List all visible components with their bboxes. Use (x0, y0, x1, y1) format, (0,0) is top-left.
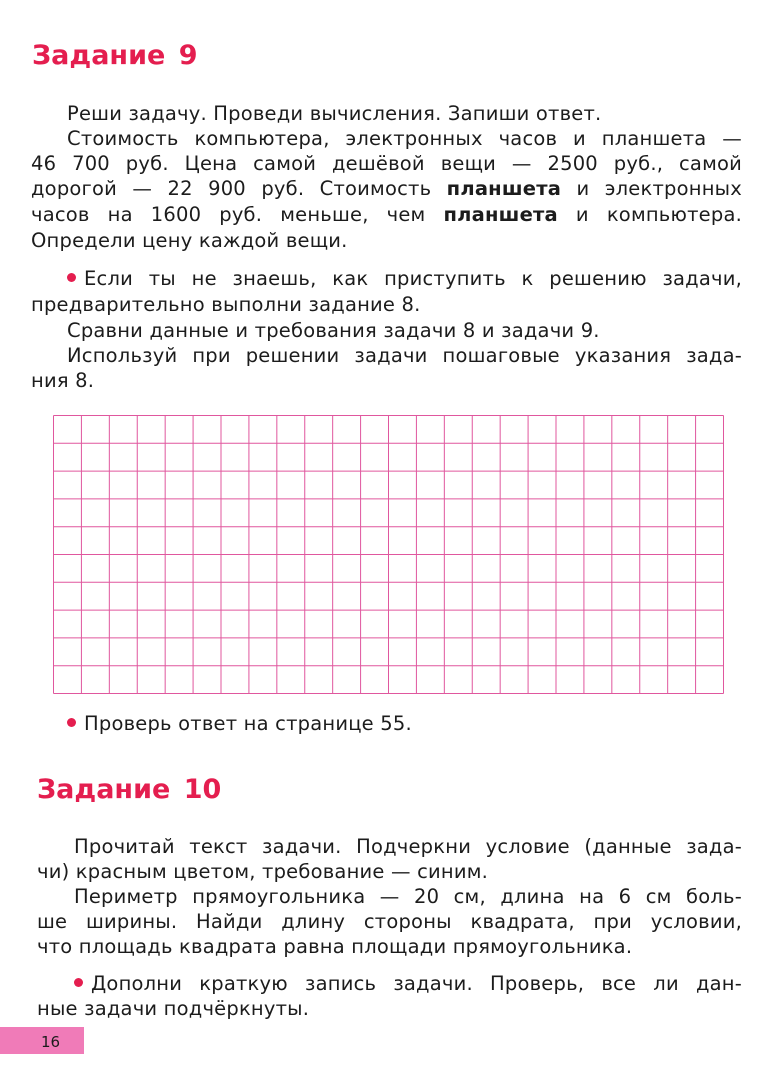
bullet-icon (74, 978, 83, 987)
task9-hint-line4: Используй при решении задачи пошаговые указания зада- (67, 344, 742, 367)
task10-hint-line1: Дополни краткую запись задачи. Проверь, все ли дан- (74, 971, 742, 997)
bold-word-tablet-2: планшета (443, 203, 558, 226)
task9-hint-line1: Если ты не знаешь, как приступить к решению задачи, (67, 266, 742, 292)
answer-grid[interactable] (53, 415, 724, 694)
task9-line6: Определи цену каждой вещи. (31, 229, 348, 252)
task9-line5: часов на 1600 руб. меньше, чем планшета и компьютера. (31, 203, 742, 226)
page-number: 16 (41, 1033, 61, 1051)
task10-title: Задание 10 (37, 774, 222, 805)
task10-line2: чи) красным цветом, требование — синим. (37, 860, 489, 883)
task9-check-answer: Проверь ответ на странице 55. (67, 711, 412, 737)
task9-hint-line2: предварительно выполни задание 8. (31, 293, 421, 316)
task9-line3: 46 700 руб. Цена самой дешёвой вещи — 2500 руб., самой (31, 152, 742, 175)
task9-line1: Реши задачу. Проведи вычисления. Запиши ответ. (67, 102, 602, 125)
task10-line3: Периметр прямоугольника — 20 см, длина на 6 см боль- (74, 885, 742, 908)
task10-hint-line2: ные задачи подчёркнуты. (37, 997, 310, 1020)
task10-line4: ше ширины. Найди длину стороны квадрата, при условии, (37, 910, 742, 933)
task9-hint-line3: Сравни данные и требования задачи 8 и задачи 9. (67, 319, 600, 342)
task9-title: Задание 9 (32, 40, 198, 71)
bullet-icon (67, 273, 76, 282)
task9-line2: Стоимость компьютера, электронных часов и планшета — (67, 127, 742, 150)
bold-word-tablet: планшета (446, 177, 562, 200)
task10-line5: что площадь квадрата равна площади прямоугольника. (37, 935, 633, 958)
task10-line1: Прочитай текст задачи. Подчеркни условие (данные зада- (74, 835, 742, 858)
task9-hint-line5: ния 8. (31, 369, 95, 392)
task9-line4: дорогой — 22 900 руб. Стоимость планшета и электронных (31, 177, 742, 200)
bullet-icon (67, 718, 76, 727)
